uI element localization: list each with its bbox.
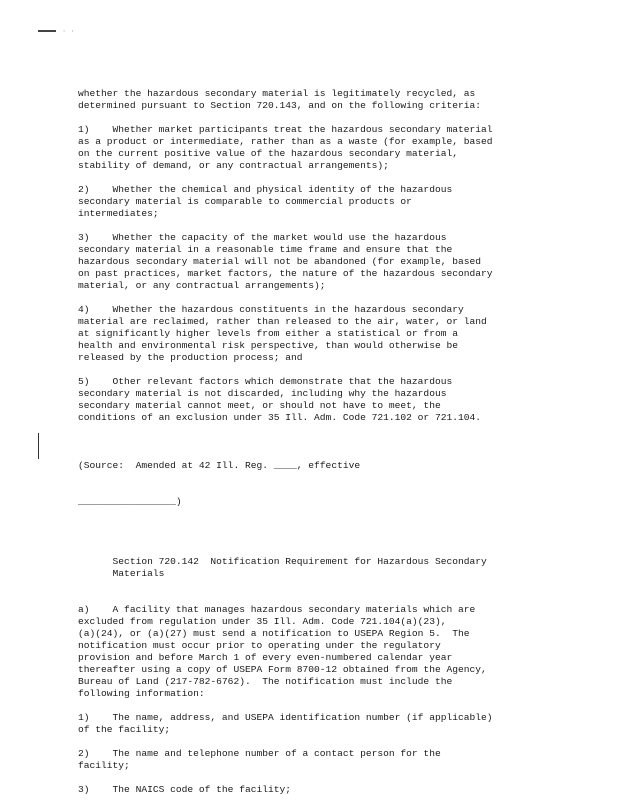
source-note-line: _________________)	[78, 496, 182, 507]
paragraph-line: secondary material is not discarded, including why the hazardous	[78, 388, 447, 399]
section-paragraph-line: (a)(24), or (a)(27) must send a notification to USEPA Region 5. The	[78, 628, 470, 639]
section-paragraph-line: 3) The NAICS code of the facility;	[78, 784, 292, 795]
section-paragraph	[78, 604, 548, 700]
paragraph	[78, 124, 548, 172]
paragraph-line: 4) Whether the hazardous constituents in the hazardous secondary	[78, 304, 464, 315]
section-paragraph	[78, 712, 548, 736]
paragraph	[78, 88, 548, 112]
section-paragraph-line: 1) The name, address, and USEPA identification number (if applicable)	[78, 712, 493, 723]
change-bar	[38, 433, 39, 459]
paragraph-line: health and environmental risk perspective, than would otherwise be	[78, 340, 458, 351]
paragraph-line: secondary material is comparable to commercial products or	[78, 196, 412, 207]
document-body	[78, 88, 548, 808]
section-paragraph-line: a) A facility that manages hazardous secondary materials which are	[78, 604, 476, 615]
paragraph-line: determined pursuant to Section 720.143, and on the following criteria:	[78, 100, 482, 111]
section-paragraph-line: of the facility;	[78, 724, 171, 735]
paragraph-line: material, or any contractual arrangements);	[78, 280, 326, 291]
paragraph-line: whether the hazardous secondary material is legitimately recycled, as	[78, 88, 476, 99]
paragraph-line: 1) Whether market participants treat the hazardous secondary material	[78, 124, 493, 135]
section-paragraph-line: 2) The name and telephone number of a contact person for the	[78, 748, 441, 759]
paragraph-line: secondary material in a reasonable time frame and ensure that the	[78, 244, 453, 255]
section-paragraph-line: provision and before March 1 of every even-numbered calendar year	[78, 652, 453, 663]
source-note	[78, 436, 548, 532]
section-paragraph-line: notification must occur prior to operating under the regulatory	[78, 640, 441, 651]
paragraph-line: 3) Whether the capacity of the market would use the hazardous	[78, 232, 447, 243]
paragraph	[78, 304, 548, 364]
section-heading-line: Materials	[112, 568, 165, 579]
section-paragraph-line: facility;	[78, 760, 130, 771]
section-paragraph-line: thereafter using a copy of USEPA Form 8700-12 obtained from the Agency,	[78, 664, 487, 675]
paragraph	[78, 376, 548, 424]
paragraph-line: on the current positive value of the hazardous secondary material,	[78, 148, 458, 159]
paragraph-line: intermediates;	[78, 208, 159, 219]
paragraph-line: at significantly higher levels from either a statistical or from a	[78, 328, 458, 339]
page-marker: · ·	[62, 28, 75, 36]
section-paragraph	[78, 784, 548, 796]
header-mark	[38, 30, 56, 32]
paragraph-line: conditions of an exclusion under 35 Ill. Adm. Code 721.102 or 721.104.	[78, 412, 482, 423]
section-paragraph-line: following information:	[78, 688, 205, 699]
paragraph-line: hazardous secondary material will not be abandoned (for example, based	[78, 256, 482, 267]
section-heading	[78, 544, 548, 592]
paragraph-line: material are reclaimed, rather than released to the air, water, or land	[78, 316, 487, 327]
paragraph-line: on past practices, market factors, the nature of the hazardous secondary	[78, 268, 493, 279]
paragraph	[78, 232, 548, 292]
section-paragraph-line: excluded from regulation under 35 Ill. Adm. Code 721.104(a)(23),	[78, 616, 447, 627]
paragraph	[78, 184, 548, 220]
section-heading-line: Section 720.142 Notification Requirement for Hazardous Secondary	[112, 556, 487, 567]
section-paragraph-line: Bureau of Land (217-782-6762). The notification must include the	[78, 676, 453, 687]
source-note-line: (Source: Amended at 42 Ill. Reg. ____, effective	[78, 460, 361, 471]
paragraph-line: secondary material cannot meet, or should not have to meet, the	[78, 400, 441, 411]
paragraph-line: released by the production process; and	[78, 352, 303, 363]
paragraph-line: 5) Other relevant factors which demonstrate that the hazardous	[78, 376, 453, 387]
paragraph-line: 2) Whether the chemical and physical identity of the hazardous	[78, 184, 453, 195]
paragraph-line: as a product or intermediate, rather than as a waste (for example, based	[78, 136, 493, 147]
paragraph-line: stability of demand, or any contractual arrangements);	[78, 160, 389, 171]
section-paragraph	[78, 748, 548, 772]
